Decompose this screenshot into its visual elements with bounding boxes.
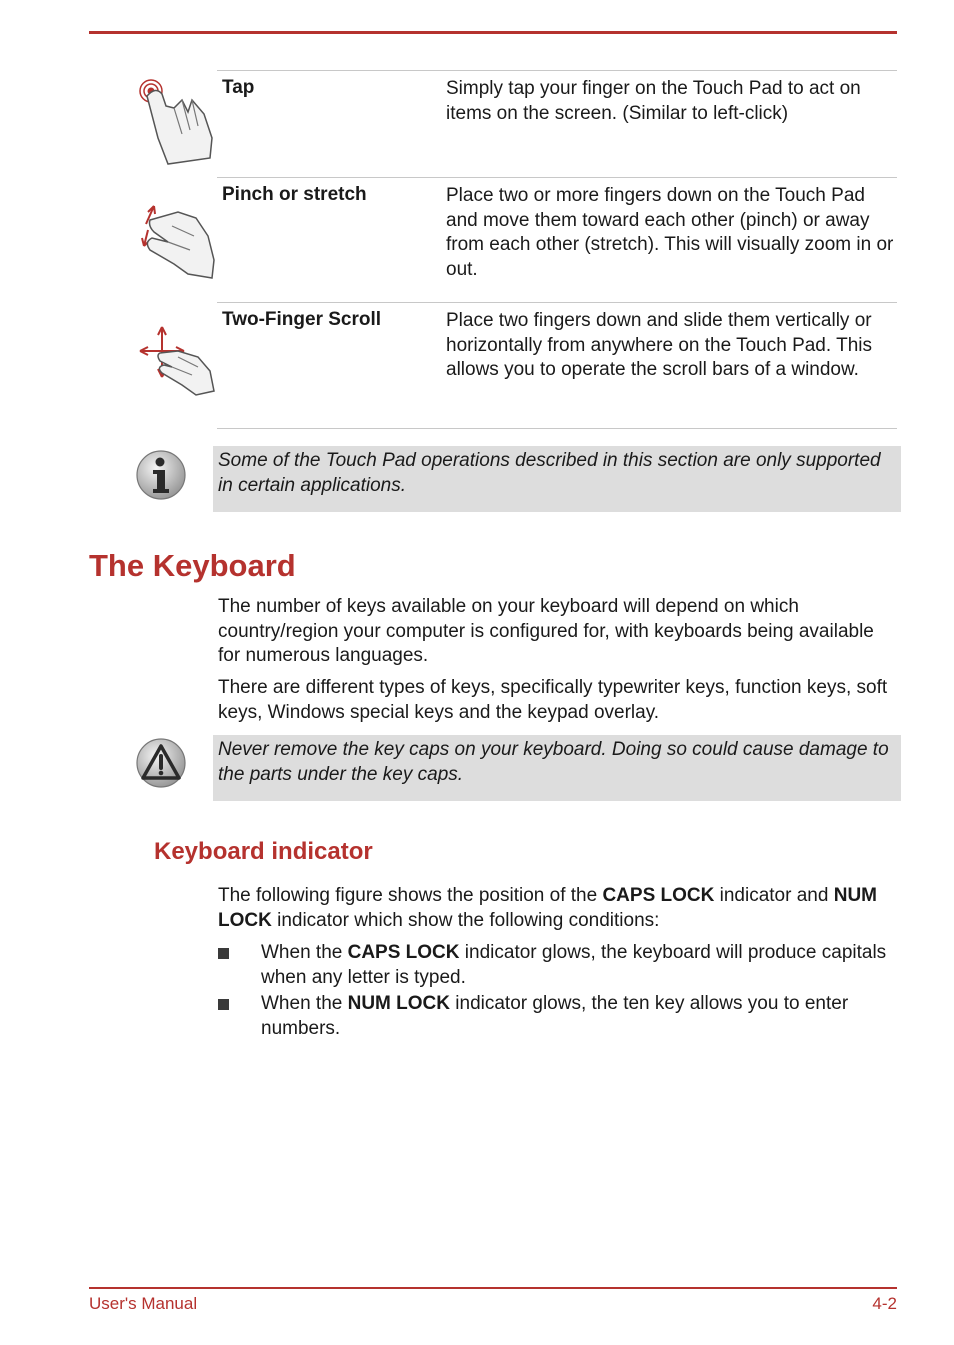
bullet-square bbox=[218, 948, 229, 959]
pinch-gesture-icon bbox=[138, 202, 218, 287]
page-number: 4-2 bbox=[872, 1294, 897, 1313]
warning-icon bbox=[135, 737, 187, 794]
indicator-paragraph: The following figure shows the position of the CAPS LOCK indicator and NUM LOCK indicator which show the following conditions: bbox=[218, 885, 877, 931]
gesture-row-tap bbox=[217, 70, 897, 178]
info-icon bbox=[135, 449, 187, 506]
info-note bbox=[213, 446, 901, 512]
caution-note bbox=[213, 735, 901, 801]
gesture-row-pinch bbox=[217, 177, 897, 303]
footer-manual-label: User's Manual bbox=[89, 1294, 198, 1313]
keyboard-paragraph-2: There are different types of keys, specifically typewriter keys, function keys, soft keys, Windows special keys and the keypad overlay. bbox=[218, 677, 888, 723]
header-rule bbox=[89, 31, 897, 34]
info-note-text: Some of the Touch Pad operations described in this section are only supported in certain applications. bbox=[218, 450, 881, 496]
tap-gesture-icon bbox=[138, 78, 218, 175]
section-title: The Keyboard bbox=[89, 548, 296, 583]
gesture-term: Pinch or stretch bbox=[222, 184, 367, 205]
bullet-square bbox=[218, 999, 229, 1010]
subsection-title: Keyboard indicator bbox=[154, 838, 373, 865]
scroll-gesture-icon bbox=[138, 325, 218, 405]
caution-note-text: Never remove the key caps on your keyboard. Doing so could cause damage to the parts under the key caps. bbox=[218, 739, 889, 785]
keyboard-paragraph-1: The number of keys available on your keyboard will depend on which country/region your computer is configured for, with keyboards being available for numerous languages. bbox=[218, 596, 874, 666]
gesture-description: Place two fingers down and slide them vertically or horizontally from anywhere on the Touch Pad. This allows you to operate the scroll bars of a window. bbox=[446, 310, 872, 380]
gesture-description: Simply tap your finger on the Touch Pad to act on items on the screen. (Similar to left-click) bbox=[446, 78, 861, 124]
gesture-description: Place two or more fingers down on the Touch Pad and move them toward each other (pinch) or away from each other (stretch). This will visually zoom in or out. bbox=[446, 185, 894, 280]
gesture-row-scroll bbox=[217, 302, 897, 429]
gesture-term: Two-Finger Scroll bbox=[222, 309, 382, 330]
gesture-term: Tap bbox=[222, 77, 255, 98]
footer-rule bbox=[89, 1287, 897, 1289]
